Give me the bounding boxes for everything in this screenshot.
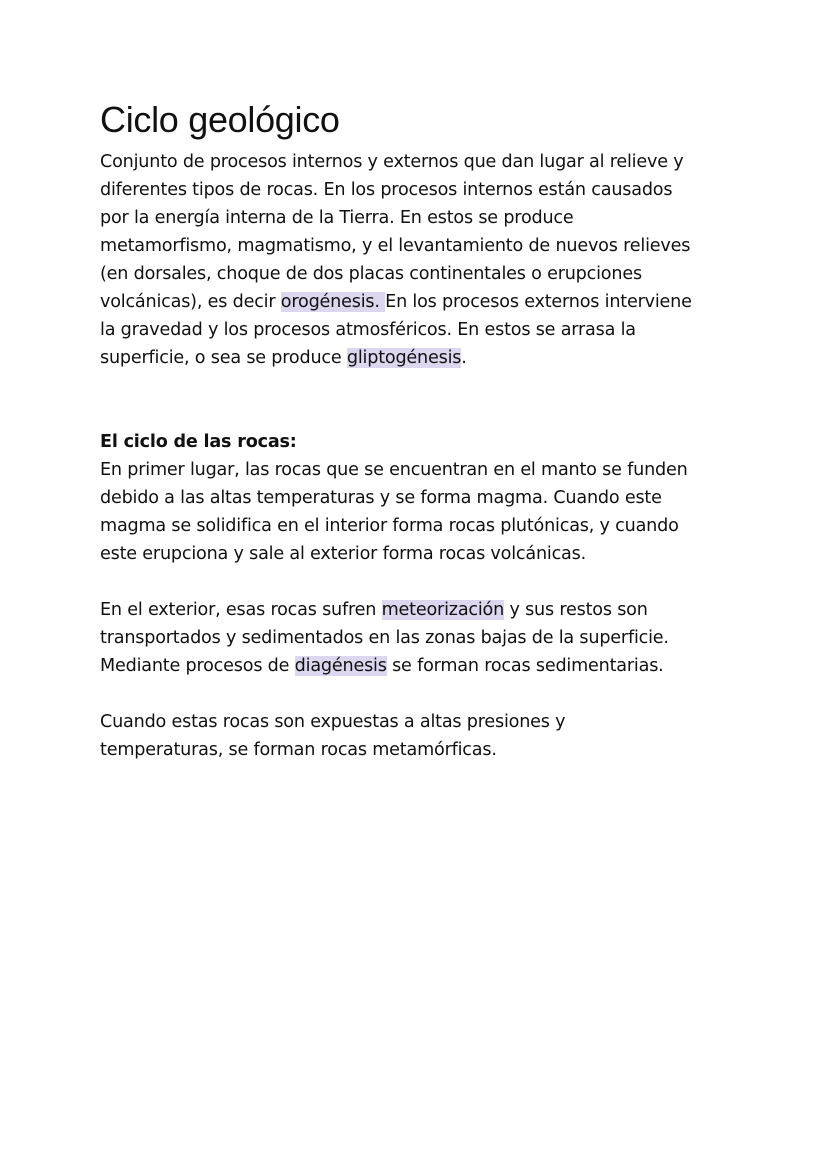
document-page [100, 98, 760, 764]
intro-paragraph [100, 148, 760, 372]
text-line [100, 148, 760, 176]
text-line [100, 596, 760, 624]
text-segment: diferentes tipos de rocas. En los procesos internos están causados [100, 180, 673, 200]
text-segment: se forman rocas sedimentarias. [386, 656, 664, 676]
text-line [100, 260, 760, 288]
text-segment: volcánicas), es decir [100, 292, 281, 312]
text-segment: En los procesos externos interviene [385, 292, 692, 312]
text-segment: metamorfismo, magmatismo, y el levantamiento de nuevos relieves [100, 236, 691, 256]
text-segment: la gravedad y los procesos atmosféricos. En estos se arrasa la [100, 320, 636, 340]
text-segment: y sus restos son [504, 600, 648, 620]
highlighted-term: diagénesis [294, 656, 387, 676]
rock-cycle-paragraph-3 [100, 708, 760, 764]
text-line [100, 232, 760, 260]
text-line [100, 288, 760, 316]
text-line [100, 736, 760, 764]
text-line [100, 176, 760, 204]
text-line [100, 204, 760, 232]
text-segment: Cuando estas rocas son expuestas a altas presiones y [100, 712, 566, 732]
text-segment: En el exterior, esas rocas sufren [100, 600, 382, 620]
text-line [100, 652, 760, 680]
text-segment: Conjunto de procesos internos y externos que dan lugar al relieve y [100, 152, 684, 172]
text-segment: magma se solidifica en el interior forma rocas plutónicas, y cuando [100, 516, 679, 536]
text-line [100, 624, 760, 652]
text-segment: En primer lugar, las rocas que se encuentran en el manto se funden [100, 460, 688, 480]
text-segment: transportados y sedimentados en las zonas bajas de la superficie. [100, 628, 669, 648]
highlighted-term: gliptogénesis [346, 348, 462, 368]
text-segment: este erupciona y sale al exterior forma rocas volcánicas. [100, 544, 587, 564]
text-line [100, 484, 760, 512]
text-segment: debido a las altas temperaturas y se forma magma. Cuando este [100, 488, 662, 508]
text-segment: por la energía interna de la Tierra. En estos se produce [100, 208, 574, 228]
text-segment: superficie, o sea se produce [100, 348, 347, 368]
text-segment: Mediante procesos de [100, 656, 295, 676]
highlighted-term: orogénesis. [280, 292, 386, 312]
page-title: Ciclo geológico [100, 99, 340, 140]
highlighted-term: meteorización [381, 600, 505, 620]
text-line [100, 344, 760, 372]
text-segment: . [461, 348, 467, 368]
rock-cycle-paragraph-2 [100, 596, 760, 680]
section-heading: El ciclo de las rocas: [100, 432, 297, 452]
text-line [100, 316, 760, 344]
text-line [100, 456, 760, 484]
text-line [100, 540, 760, 568]
text-segment: temperaturas, se forman rocas metamórficas. [100, 740, 497, 760]
rock-cycle-paragraph-1 [100, 456, 760, 568]
text-line [100, 708, 760, 736]
text-segment: (en dorsales, choque de dos placas continentales o erupciones [100, 264, 642, 284]
text-line [100, 512, 760, 540]
